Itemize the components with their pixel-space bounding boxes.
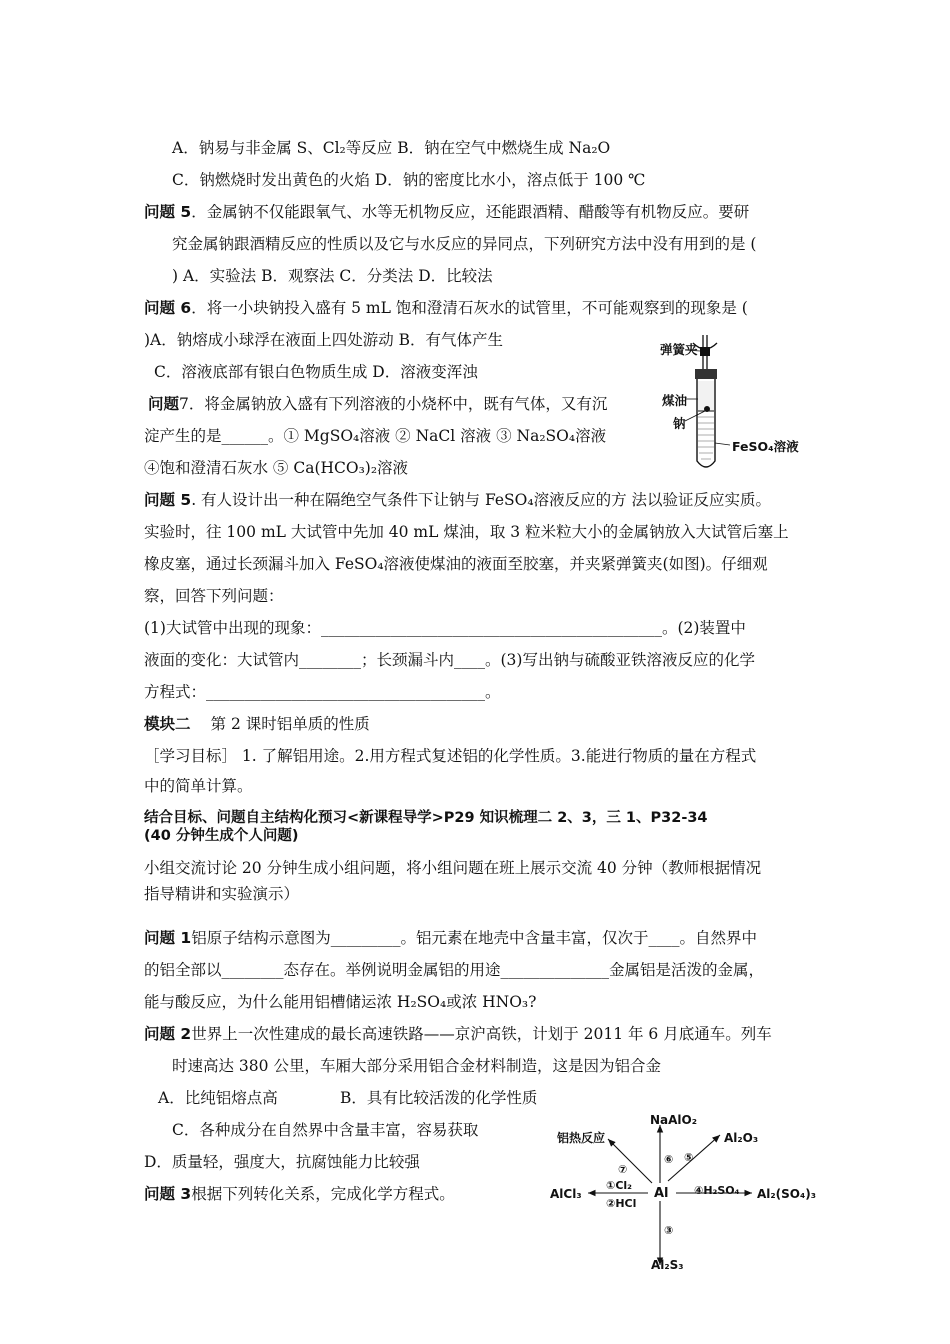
q5b-line4: 察，回答下列问题： bbox=[144, 587, 284, 605]
node-naalo2: NaAlO₂ bbox=[650, 1113, 697, 1127]
q5b-line6: 液面的变化：大试管内________；长颈漏斗内____。(3)写出钠与硫酸亚铁溶液反应的化学 bbox=[144, 651, 755, 669]
q6-line1: 问题 6．将一小块钠投入盛有 5 mL 饱和澄清石灰水的试管里，不可能观察到的现象是 ( bbox=[144, 299, 748, 317]
arrow-to-al2o3 bbox=[668, 1135, 720, 1181]
al-q2-option-c: C．各种成分在自然界中含量丰富，容易获取 bbox=[172, 1121, 479, 1139]
q4-option-cd: C．钠燃烧时发出黄色的火焰 D．钠的密度比水小，溶点低于 100 ℃ bbox=[172, 171, 646, 189]
rubber-stopper bbox=[695, 369, 717, 379]
q5b-label: 问题 5 bbox=[144, 491, 192, 509]
q7-label: 问题 bbox=[148, 395, 180, 413]
al-q1-line3: 能与酸反应，为什么能用铝槽储运浓 H₂SO₄或浓 HNO₃? bbox=[144, 993, 537, 1011]
learning-goals-line2: 中的简单计算。 bbox=[144, 777, 253, 795]
al-q2-line2: 时速高达 380 公里，车厢大部分采用铝合金材料制造，这是因为铝合金 bbox=[172, 1057, 661, 1075]
q7-line1: 问题7．将金属钠放入盛有下列溶液的小烧杯中，既有气体，又有沉 bbox=[148, 395, 608, 413]
node-thermite-reaction: 铝热反应 bbox=[557, 1131, 606, 1145]
reagent-cl2: ①Cl₂ bbox=[606, 1179, 632, 1192]
reaction-3: ③ bbox=[664, 1224, 674, 1237]
reaction-7: ⑦ bbox=[618, 1163, 628, 1176]
reaction-5: ⑤ bbox=[684, 1151, 694, 1164]
q7-line2: 淀产生的是______。① MgSO₄溶液 ② NaCl 溶液 ③ Na₂SO₄溶液 bbox=[144, 427, 607, 445]
learning-goals-line1: ［学习目标］ 1. 了解铝用途。2.用方程式复述铝的化学性质。3.能进行物质的量在方程式 bbox=[144, 747, 757, 765]
node-al2so43: Al₂(SO₄)₃ bbox=[757, 1187, 816, 1201]
spring-clip-icon bbox=[700, 347, 710, 356]
q6-label: 问题 6 bbox=[144, 299, 192, 317]
node-al-center: Al bbox=[654, 1186, 669, 1201]
q6-line3: C．溶液底部有银白色物质生成 D．溶液变浑浊 bbox=[154, 363, 478, 381]
preview-instruction-line2: (40 分钟生成个人问题) bbox=[144, 828, 299, 844]
q4-option-ab: A．钠易与非金属 S、Cl₂等反应 B．钠在空气中燃烧生成 Na₂O bbox=[172, 139, 611, 157]
al-q1-label: 问题 1 bbox=[144, 929, 192, 947]
reagent-h2so4: ④H₂SO₄ bbox=[694, 1184, 740, 1197]
al-q2-option-a: A．比纯铝熔点高 bbox=[158, 1089, 278, 1107]
al-q2-line1: 问题 2世界上一次性建成的最长高速铁路——京沪高铁，计划于 2011 年 6 月底通车。列车 bbox=[144, 1025, 772, 1043]
al-q1-line1: 问题 1铝原子结构示意图为_________。铝元素在地壳中含量丰富，仅次于____。自然界中 bbox=[144, 929, 757, 947]
label-sodium: 钠 bbox=[673, 416, 686, 431]
q6-line2: )A．钠熔成小球浮在液面上四处游动 B．有气体产生 bbox=[144, 331, 504, 349]
q5a-line1: 问题 5．金属钠不仅能跟氧气、水等无机物反应，还能跟酒精、醋酸等有机物反应。要研 bbox=[144, 203, 750, 221]
q5a-label: 问题 5 bbox=[144, 203, 192, 221]
reaction-6: ⑥ bbox=[664, 1153, 674, 1166]
al-q3-label: 问题 3 bbox=[144, 1185, 192, 1203]
node-al2o3: Al₂O₃ bbox=[724, 1131, 759, 1145]
q5b-line1: 问题 5. 有人设计出一种在隔绝空气条件下让钠与 FeSO₄溶液反应的方 法以验证反应实质。 bbox=[144, 491, 772, 509]
q5a-line3: ) A．实验法 B．观察法 C．分类法 D．比较法 bbox=[172, 267, 493, 285]
q5b-line5: (1)大试管中出现的现象：____________________________________________。(2)装置中 bbox=[144, 619, 746, 637]
label-spring-clip: 弹簧夹 bbox=[660, 342, 698, 357]
al-q2-option-b: B．具有比较活泼的化学性质 bbox=[340, 1089, 538, 1107]
label-kerosene: 煤油 bbox=[662, 393, 688, 408]
q7-line3: ④饱和澄清石灰水 ⑤ Ca(HCO₃)₂溶液 bbox=[144, 459, 409, 477]
group-discussion-line1: 小组交流讨论 20 分钟生成小组问题，将小组问题在班上展示交流 40 分钟（教师根据情况 bbox=[144, 859, 762, 877]
reagent-hcl: ②HCl bbox=[606, 1197, 637, 1210]
q5a-line2: 究金属钠跟酒精反应的性质以及它与水反应的异同点，下列研究方法中没有用到的是 ( bbox=[172, 235, 757, 253]
q5b-line7: 方程式：____________________________________。 bbox=[144, 683, 501, 701]
al-q1-line2: 的铝全部以________态存在。举例说明金属铝的用途______________金属铝是活泼的金属， bbox=[144, 961, 765, 979]
node-al2s3: Al₂S₃ bbox=[651, 1258, 684, 1272]
al-q2-label: 问题 2 bbox=[144, 1025, 192, 1043]
group-discussion-line2: 指导精讲和实验演示） bbox=[144, 885, 300, 903]
node-alcl3: AlCl₃ bbox=[550, 1187, 582, 1201]
q5b-line3: 橡皮塞，通过长颈漏斗加入 FeSO₄溶液使煤油的液面至胶塞，并夹紧弹簧夹(如图)。仔细观 bbox=[144, 555, 768, 573]
module2-heading: 模块二 第 2 课时铝单质的性质 bbox=[144, 715, 370, 733]
preview-instruction-line1: 结合目标、问题自主结构化预习<新课程导学>P29 知识梳理二 2、3，三 1、P32-34 bbox=[144, 810, 708, 826]
al-q3-line: 问题 3根据下列转化关系，完成化学方程式。 bbox=[144, 1185, 455, 1203]
q5b-line2: 实验时，往 100 mL 大试管中先加 40 mL 煤油，取 3 粒米粒大小的金属钠放入大试管后塞上 bbox=[144, 523, 789, 541]
label-feso4-solution: FeSO₄溶液 bbox=[732, 439, 799, 454]
al-q2-option-d: D．质量轻，强度大，抗腐蚀能力比较强 bbox=[144, 1153, 420, 1171]
